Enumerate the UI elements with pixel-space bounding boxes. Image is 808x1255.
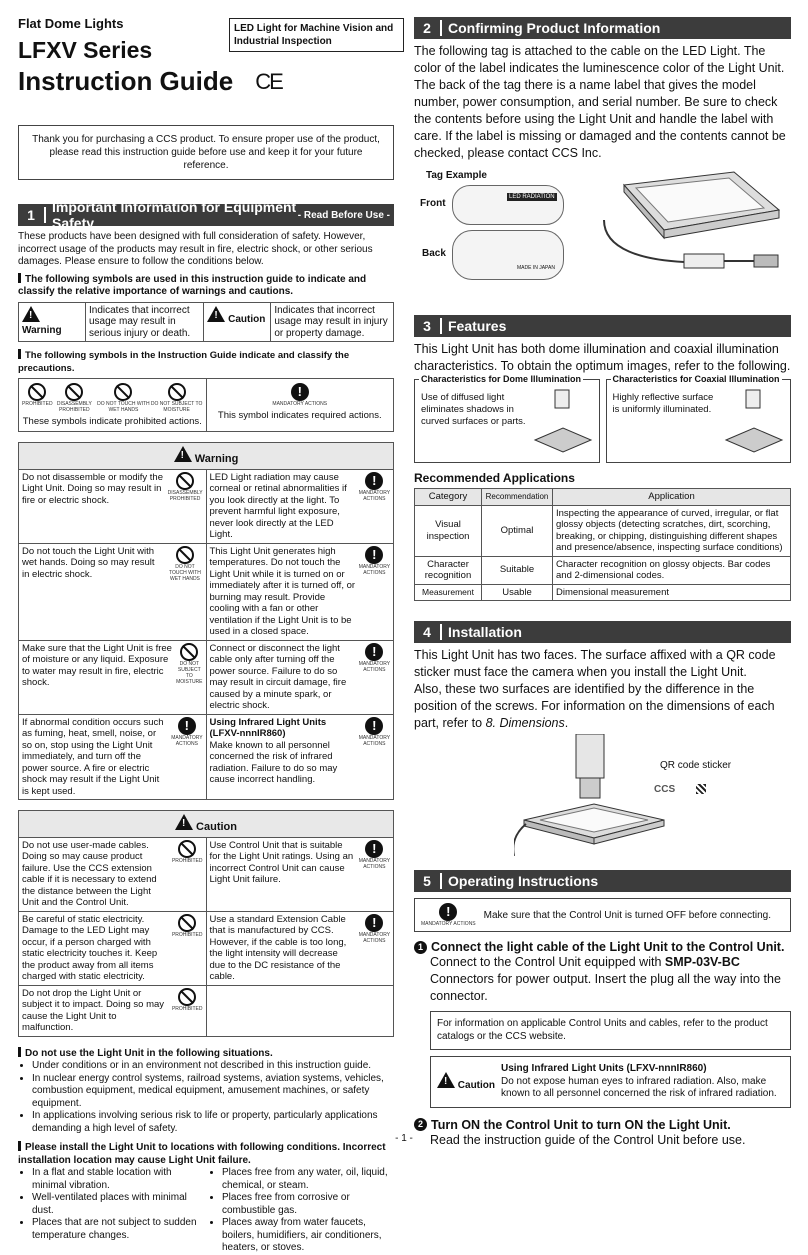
ir-caution-box (430, 1056, 791, 1108)
warning-text: LED Light radiation may cause corneal or retinal abnormalities if you look directly at the light. To prevent harmful light exposure, never look directly at the LED Light. (209, 471, 347, 540)
mandatory-note: Make sure that the Control Unit is turned OFF before connecting. (483, 909, 772, 921)
mandatory-icon: ! MANDATORY ACTIONS (272, 384, 328, 407)
rec-heading: Recommended Applications (414, 471, 575, 485)
info-box: For information on applicable Control Units and cables, refer to the product catalogs or the CCS website. (430, 1011, 791, 1050)
qr-code-icon (696, 784, 706, 794)
prohibited-symbols-cell (19, 379, 207, 432)
symbols-heading: The following symbols are used in this instruction guide to indicate and classify the relative importance of warnings and cautions. (18, 273, 367, 297)
section-title: Features (448, 318, 507, 334)
list-item: • Well-ventilated places with minimal dust. (32, 1192, 204, 1217)
ir-caution-title: Using Infrared Light Units (LFXV-nnnIR860) (501, 1063, 707, 1074)
mandatory-icon: ! MANDATORY ACTIONS (358, 472, 391, 502)
step-number: 2 (414, 1118, 427, 1131)
warning-text: Connect or disconnect the light cable only after turning off the power source. Failure to do so may result in circuit damage, fire caused by a minute spark, or electric shock. (209, 642, 347, 711)
section-subtitle: - Read Before Use - (297, 209, 390, 221)
col-header: Category (415, 489, 482, 506)
warning-text: This Light Unit generates high temperatures. Do not touch the Light Unit while it is turned on or immediately after it is turned off, or burning may result. Provide cooling with a fan or other ventilation if the Light Unit is to be used in a closed space. (209, 545, 356, 637)
caution-triangle-icon: ! (175, 814, 193, 830)
caution-table-title: ! Caution (19, 811, 394, 838)
locations-list-left (18, 1167, 204, 1255)
table-cell: Inspecting the appearance of curved, irregular, or flat glossy objects (detecting scratches, dirt, scorching, breaking, or chipping, distinguishing different shapes and presence/absence, inspecting surface conditions) (553, 505, 791, 556)
tag-line-box: LED Light for Machine Vision and Industrial Inspection (229, 18, 404, 52)
warning-text: Make known to all personnel concerned the risk of infrared radiation. Failure to do so may cause incorrect handling. (209, 739, 338, 785)
symbol-legend-table (18, 302, 394, 343)
caution-legend-label: ! Caution (204, 302, 271, 342)
table-cell: Character recognition (415, 556, 482, 584)
recommended-applications-table (414, 488, 791, 601)
section-3-header (414, 315, 791, 337)
tag-front (452, 185, 564, 225)
ir-caution-label: ! Caution (437, 1072, 495, 1093)
no-wet-hands-icon: DO NOT TOUCH WITH WET HANDS (96, 383, 151, 413)
warning-triangle-icon: ! (174, 446, 192, 462)
mandatory-symbol-cell (206, 379, 394, 432)
list-item: • In nuclear energy control systems, railroad systems, aviation systems, vehicles, combustion equipment, medical equipment, amusement machines, or safety equipment. (32, 1073, 394, 1111)
col-header: Recommendation (482, 489, 553, 506)
table-row (19, 911, 394, 985)
installation-figure (414, 732, 791, 860)
table-row (415, 556, 791, 584)
coaxial-illustration (724, 388, 784, 458)
table-cell: Measurement (415, 584, 482, 601)
front-label: Front (420, 198, 446, 209)
caution-triangle-icon: ! (207, 306, 225, 322)
section-2-header (414, 17, 791, 39)
table-cell: Visual inspection (415, 505, 482, 556)
caution-text: Do not drop the Light Unit or subject it to impact. Doing so may cause the Light Unit to malfunction. (22, 987, 165, 1033)
table-row (19, 714, 394, 800)
locations-lists (18, 1167, 394, 1255)
light-unit-illustration (564, 170, 789, 300)
coaxial-title: Characteristics for Coaxial Illumination (612, 374, 780, 384)
warning-table-title: ! Warning (19, 443, 394, 470)
mandatory-icon: ! MANDATORY ACTIONS (358, 717, 391, 747)
sec3-body: This Light Unit has both dome illumination and coaxial illumination characteristics. To obtain the optimum images, refer to the following. (414, 342, 791, 373)
coaxial-text: Highly reflective surface is uniformly illuminated. (612, 392, 714, 415)
warning-legend-desc: Indicates that incorrect usage may result in serious injury or death. (86, 302, 204, 342)
mandatory-icon: ! MANDATORY ACTIONS (358, 840, 391, 870)
table-row (19, 640, 394, 714)
right-column (414, 12, 791, 1149)
section-title: Important Information for Equipment Safety (52, 199, 297, 231)
situations-list (18, 1060, 394, 1135)
product-family: Flat Dome Lights (18, 16, 124, 31)
caution-triangle-icon: ! (437, 1072, 455, 1088)
section-number: 5 (414, 873, 442, 889)
no-moisture-icon: DO NOT SUBJECT TO MOISTURE (151, 383, 203, 413)
tag-back-text: MADE IN JAPAN (517, 265, 555, 271)
prohibited-icon: PROHIBITED (172, 988, 203, 1034)
table-cell: Dimensional measurement (553, 584, 791, 601)
section-4-header (414, 621, 791, 643)
list-item: • Places that are not subject to sudden temperature changes. (32, 1217, 204, 1242)
page-number: - 1 - (395, 1133, 413, 1144)
sec4-p1: This Light Unit has two faces. The surface affixed with a QR code sticker must face the camera when you install the Light Unit. (414, 648, 776, 679)
section-number: 3 (414, 318, 442, 334)
features-boxes (414, 374, 791, 463)
left-column (18, 12, 394, 1255)
list-item: • Places free from corrosive or combustible gas. (222, 1192, 394, 1217)
section-title: Confirming Product Information (448, 20, 661, 36)
mandatory-icon: ! MANDATORY ACTIONS (358, 914, 391, 944)
table-row (19, 837, 394, 911)
tag-front-text: LED RADIATION (509, 194, 555, 200)
tag-example-label: Tag Example (426, 170, 487, 181)
section-1-header (18, 199, 394, 231)
mandatory-caption: This symbol indicates required actions. (217, 410, 382, 421)
list-item: • Places free from any water, oil, liquid, chemical, or steam. (222, 1167, 394, 1192)
dimensions-ref: 8. Dimensions (485, 716, 565, 730)
list-item: • In applications involving serious risk to life or property, particularly applications demanding a high level of safety. (32, 1110, 394, 1135)
table-cell: Optimal (482, 505, 553, 556)
warning-text: Do not touch the Light Unit with wet hands. Doing so may result in electric shock. (22, 545, 155, 580)
list-item: • In a flat and stable location with minimal vibration. (32, 1167, 204, 1192)
no-moisture-icon: DO NOT SUBJECT TO MOISTURE (176, 643, 202, 689)
caution-text: Do not use user-made cables. Doing so may cause product failure. Use the CCS extension cable if it is necessary to extend the distance between the Light Unit and the Control Unit. (22, 839, 157, 908)
warning-text: Do not disassemble or modify the Light Unit. Doing so may result in fire or electric shock. (22, 471, 163, 506)
disassembly-prohibited-icon: DISASSEMBLY PROHIBITED (168, 472, 203, 507)
dome-feature-box (414, 374, 600, 463)
back-label: Back (422, 248, 446, 259)
precaution-symbols-table (18, 378, 394, 432)
warning-text: Make sure that the Light Unit is free of moisture or any liquid. Exposure to water may result in fire, electric shock. (22, 642, 172, 688)
ce-mark-icon: CE (255, 68, 282, 94)
dome-title: Characteristics for Dome Illumination (421, 374, 582, 384)
prohibited-icon: PROHIBITED (172, 840, 203, 909)
step-1-title: 1 Connect the light cable of the Light Unit to the Control Unit. (414, 940, 791, 954)
section-number: 1 (18, 207, 46, 223)
caution-legend-desc: Indicates that incorrect usage may result in injury or property damage. (271, 302, 394, 342)
step-1-body: Connect to the Control Unit equipped with SMP-03V-BC Connectors for power output. Insert the plug all the way into the connector. (430, 955, 781, 1003)
caution-text: Use a standard Extension Cable that is manufactured by CCS. However, if the cable is too long, the light intensity will decrease due to the DC resistance of the cable. (209, 913, 347, 982)
section-title: Installation (448, 624, 522, 640)
table-cell: Usable (482, 584, 553, 601)
doc-title-row (18, 66, 394, 97)
ir-caution-content (501, 1063, 784, 1101)
mandatory-note-box (414, 898, 791, 932)
warning-table (18, 442, 394, 800)
dome-illustration (533, 388, 593, 458)
no-wet-hands-icon: DO NOT TOUCH WITH WET HANDS (167, 546, 202, 582)
table-row (19, 543, 394, 640)
situations-heading: Do not use the Light Unit in the following situations. (18, 1047, 394, 1061)
step-number: 1 (414, 941, 427, 954)
caution-text: Be careful of static electricity. Damage to the LED Light may occur, if a person charged with static electricity touches it. Keep the product away from all items charged with static electricity. (22, 913, 158, 982)
table-row (19, 469, 394, 543)
disassembly-prohibited-icon: DISASSEMBLY PROHIBITED (53, 383, 97, 413)
prohibited-caption: These symbols indicate prohibited actions. (22, 416, 202, 427)
mandatory-icon: ! MANDATORY ACTIONS (171, 717, 203, 747)
section-number: 2 (414, 20, 442, 36)
series-title: LFXV Series (18, 37, 153, 63)
list-item: • Under conditions or in an environment not described in this instruction guide. (32, 1060, 394, 1073)
caution-text: Use Control Unit that is suitable for the Light Unit ratings. Using an incorrect Control Unit can cause Light Unit failure. (209, 839, 354, 885)
locations-list-right (208, 1167, 394, 1255)
table-row (415, 584, 791, 601)
doc-title: Instruction Guide (18, 66, 234, 96)
mandatory-icon: ! MANDATORY ACTIONS (421, 904, 476, 927)
mandatory-icon: ! MANDATORY ACTIONS (358, 546, 391, 576)
list-item: • Places away from water faucets, boilers, humidifiers, air conditioners, heaters, or stoves. (222, 1217, 394, 1255)
caution-table (18, 810, 394, 1037)
sec4-p2: Also, these two surfaces are identified by the difference in the position of the screws. For information on the dimensions of each part, refer to 8. Dimensions. (414, 682, 775, 730)
warning-legend-label: ! Warning (19, 302, 86, 342)
step-2-body: Read the instruction guide of the Control Unit before use. (430, 1132, 746, 1147)
qr-code-label: QR code sticker (660, 760, 732, 771)
mandatory-icon: ! MANDATORY ACTIONS (358, 643, 391, 673)
step-2-title: 2 Turn ON the Control Unit to turn ON the Light Unit. (414, 1118, 791, 1132)
ir-warning-title: Using Infrared Light Units (LFXV-nnnIR860) (209, 716, 327, 739)
locations-heading: Please install the Light Unit to locations with following conditions. Incorrect installation location may cause Light Unit failure. (18, 1142, 386, 1166)
ccs-logo: CCS (654, 784, 676, 795)
tag-back (452, 230, 564, 280)
section-title: Operating Instructions (448, 873, 599, 889)
thanks-note: Thank you for purchasing a CCS product. To ensure proper use of the product, please read this instruction guide before use and keep it for your future reference. (18, 125, 394, 180)
table-row (415, 505, 791, 556)
coaxial-feature-box (606, 374, 792, 463)
col-header: Application (553, 489, 791, 506)
warning-text-block (210, 717, 356, 786)
tag-example-figure (414, 170, 791, 305)
safety-intro: These products have been designed with full consideration of safety. However, incorrect usage of the products may result in fire, electric shock, or other serious damages. Please ensure to follow the conditions below. (18, 231, 373, 267)
sec2-body: The following tag is attached to the cable on the LED Light. The color of the label indicates the luminescence color of the Light Unit. The back of the tag there is a name label that gives the model number, power consumption, and serial number. Be sure to check the contents before using the Light Unit and handle the label with care. If the label is missing or damaged and the contents cannot be checked, please contact CCS Inc. (414, 44, 786, 160)
installation-illustration (514, 734, 674, 858)
connector-model: SMP-03V-BC (664, 955, 740, 969)
ir-caution-text: Do not expose human eyes to infrared radiation. Also, make known to all personnel concerned the risk of infrared radiation. (501, 1075, 777, 1099)
prohibited-icon: PROHIBITED (172, 914, 203, 983)
table-row (19, 985, 394, 1036)
table-cell: Suitable (482, 556, 553, 584)
warning-triangle-icon: ! (22, 306, 40, 322)
warning-text: If abnormal condition occurs such as fuming, heat, smell, noise, or so on, stop using the Light Unit immediately, and turn off the power source. A fire or electric shock may result if the Light Unit is kept used. (22, 716, 164, 797)
dome-text: Use of diffused light eliminates shadows in curved surfaces or parts. (421, 392, 526, 427)
table-cell: Character recognition on glossy objects. Bar codes and 2-dimensional codes. (553, 556, 791, 584)
prohibited-icon: PROHIBITED (22, 383, 53, 413)
section-number: 4 (414, 624, 442, 640)
precaution-heading: The following symbols in the Instruction Guide indicate and classify the precautions. (18, 350, 350, 374)
section-5-header (414, 870, 791, 892)
